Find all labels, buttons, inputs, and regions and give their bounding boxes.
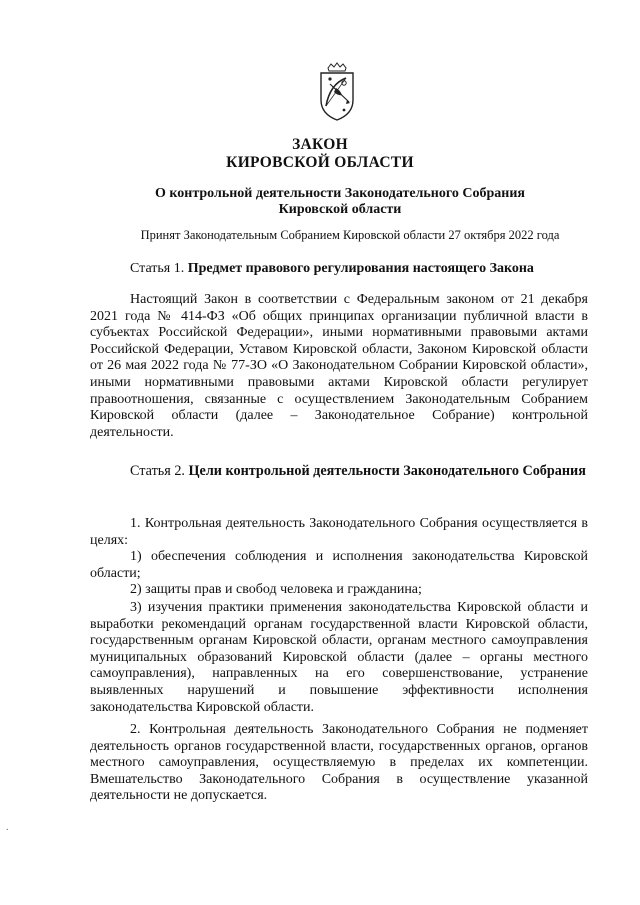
law-subtitle-line1: О контрольной деятельности Законодательного Собрания [154, 186, 525, 201]
article-2-part-1: 1. Контрольная деятельность Законодательного Собрания осуществляется в целях: [90, 516, 588, 548]
article-2-part-2: 2. Контрольная деятельность Законодательного Собрания не подменяет деятельность органов государственной власти, государственных органов, органов местного самоуправления, осуществляемую в пределах их компетенции. Вмешательство Законодательного Собрания в осуществление указанной деятельности не допускается. [90, 722, 588, 804]
article-1-title: Предмет правового регулирования настоящего Закона [187, 261, 534, 276]
scan-speck: . [6, 822, 9, 833]
article-2-item-1: 1) обеспечения соблюдения и исполнения законодательства Кировской области; [90, 549, 588, 581]
article-1-prefix: Статья 1. [130, 261, 188, 276]
article-1-heading [130, 260, 600, 277]
adoption-note: Принят Законодательным Собранием Кировской области 27 октября 2022 года [140, 228, 560, 242]
article-2-item-2: 2) защиты прав и свобод человека и гражданина; [130, 582, 422, 597]
kirov-coat-of-arms-icon [316, 62, 358, 122]
article-2-title: Цели контрольной деятельности Законодательного Собрания [188, 463, 586, 479]
law-title: ЗАКОН [292, 136, 348, 153]
article-2-prefix: Статья 2. [130, 463, 189, 479]
law-subtitle-line2: Кировской области [278, 202, 402, 217]
article-1-text: Настоящий Закон в соответствии с Федеральным законом от 21 декабря 2021 года № 414-ФЗ «Об общих принципах организации публичной власти в субъектах Российской Федерации», иными нормативными правовыми актами Российской Федерации, Уставом Кировской области, Законом Кировской области от 26 мая 2022 года № 77-ЗО «О Законодательном Собрании Кировской области», иными нормативными правовыми актами Кировской области регулирует правоотношения, связанные с осуществлением Законодательным Собранием Кировской области (далее – Законодательное Собрание) контрольной деятельности. [90, 292, 588, 440]
article-2-heading [90, 463, 588, 480]
region-title: КИРОВСКОЙ ОБЛАСТИ [226, 154, 414, 171]
article-2-item-3: 3) изучения практики применения законодательства Кировской области и выработки рекомендаций органам государственной власти Кировской области, государственным органам Кировской области, органам местного самоуправления муниципальных образований Кировской области (далее – органы местного самоуправления), направленных на его совершенствование, устранение выявленных нарушений и повышение эффективности исполнения законодательства Кировской области. [90, 600, 588, 715]
